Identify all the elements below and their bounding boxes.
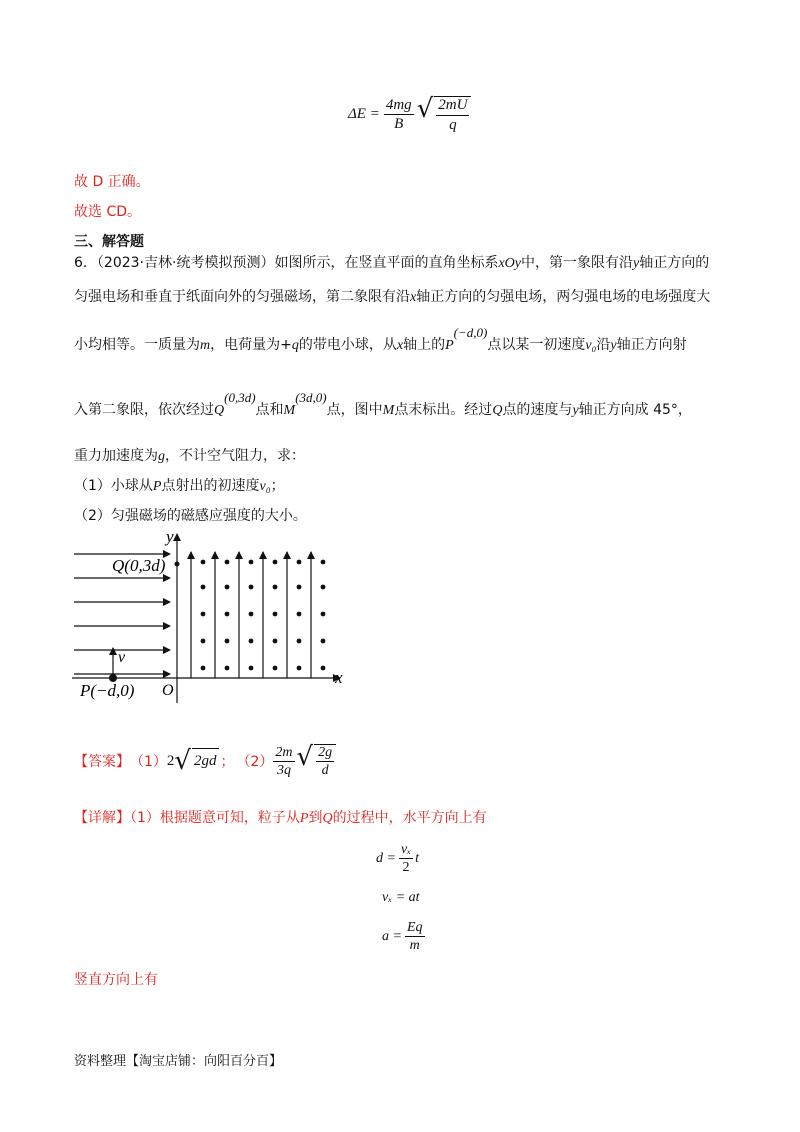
question-2: （2）匀强磁场的磁感应强度的大小。 [74,508,307,524]
magnetic-field-dot [249,585,254,590]
magnetic-field-dot [225,585,230,590]
magnetic-field-dot [249,666,254,671]
q-point [175,562,180,567]
energy-formula [348,96,471,133]
footer: 资料整理【淘宝店铺：向阳百分百】 [74,1054,283,1069]
field-diagram [70,528,360,708]
magnetic-field-dot [225,560,230,565]
section-title: 三、解答题 [74,234,144,250]
equation-3: a = $\frac{Eq}{m}$ [382,920,423,954]
magnetic-field-dot [273,585,278,590]
problem-line-3: 小均相等。一质量为m，电荷量为+q的带电小球，从x轴上的P(−d,0)点以某一初速度v₀沿y轴正方向射 [74,325,687,353]
magnetic-field-dot [201,585,206,590]
detail-tag: 【详解】 [74,810,130,826]
formula-sqrt: √ $\frac{2mU}{q}$ [417,96,472,133]
magnetic-field-dot [297,639,302,644]
magnetic-field-dot [225,639,230,644]
y-axis-label: y [166,528,174,546]
magnetic-field-dot [273,560,278,565]
magnetic-field-dot [273,612,278,617]
magnetic-field-dot [249,612,254,617]
magnetic-field-dot [201,612,206,617]
velocity-label: v [118,649,126,666]
conclusion-choice: 故选 CD。 [74,204,142,220]
magnetic-field-dot [321,585,326,590]
vertical-direction-text: 竖直方向上有 [74,972,158,988]
magnetic-field-dot [201,639,206,644]
x-axis-label: x [335,668,343,687]
origin-label: O [162,682,174,699]
formula-lhs: ΔE = [348,106,380,122]
magnetic-field-dot [321,666,326,671]
magnetic-field-dot [225,612,230,617]
magnetic-field-dot [249,639,254,644]
magnetic-field-dot [297,560,302,565]
equation-2: vₓ = at [382,890,420,905]
magnetic-field-dot [321,639,326,644]
magnetic-field-dot [297,666,302,671]
magnetic-field-dot [273,639,278,644]
p-point-label: P(−d,0) [80,681,135,700]
q-point-label: Q(0,3d) [112,556,166,575]
magnetic-field-dot [201,560,206,565]
formula-fraction: $\frac{4mg}{B}$ [385,96,412,132]
magnetic-field-dot [225,666,230,671]
problem-line-5: 重力加速度为g，不计空气阻力，求： [74,448,305,464]
magnetic-field-dot [321,560,326,565]
detail-intro: 【详解】（1）根据题意可知，粒子从P到Q的过程中，水平方向上有 [74,810,487,826]
magnetic-field-dot [321,612,326,617]
problem-line-1: 6．（2023·吉林·统考模拟预测）如图所示，在竖直平面的直角坐标系xOy中，第一象限有沿y轴正方向的 [74,255,710,271]
question-1: （1）小球从P点射出的初速度v₀； [74,478,285,494]
conclusion-d: 故 D 正确。 [74,174,150,190]
equation-1: d = $\frac{\text{vₓ}}{2}$ t [376,842,420,876]
magnetic-field-dot [249,560,254,565]
magnetic-field-dot [297,612,302,617]
problem-line-2: 匀强电场和垂直于纸面向外的匀强磁场，第二象限有沿x轴正方向的匀强电场，两匀强电场的电场强度大 [74,289,711,305]
magnetic-field-dot [273,666,278,671]
answer-row: 【答案】 （1） 2 √ 2gd ； （2） $\frac{2m}{3q}$ √ $\frac{2g}{d}$ [74,744,336,779]
magnetic-field-dot [201,666,206,671]
magnetic-field-dot [297,585,302,590]
problem-line-4: 入第二象限，依次经过Q(0,3d)点和M(3d,0)点，图中M点末标出。经过Q点的速度与y轴正方向成 45°， [74,390,692,418]
answer-tag: 【答案】 [74,754,130,771]
